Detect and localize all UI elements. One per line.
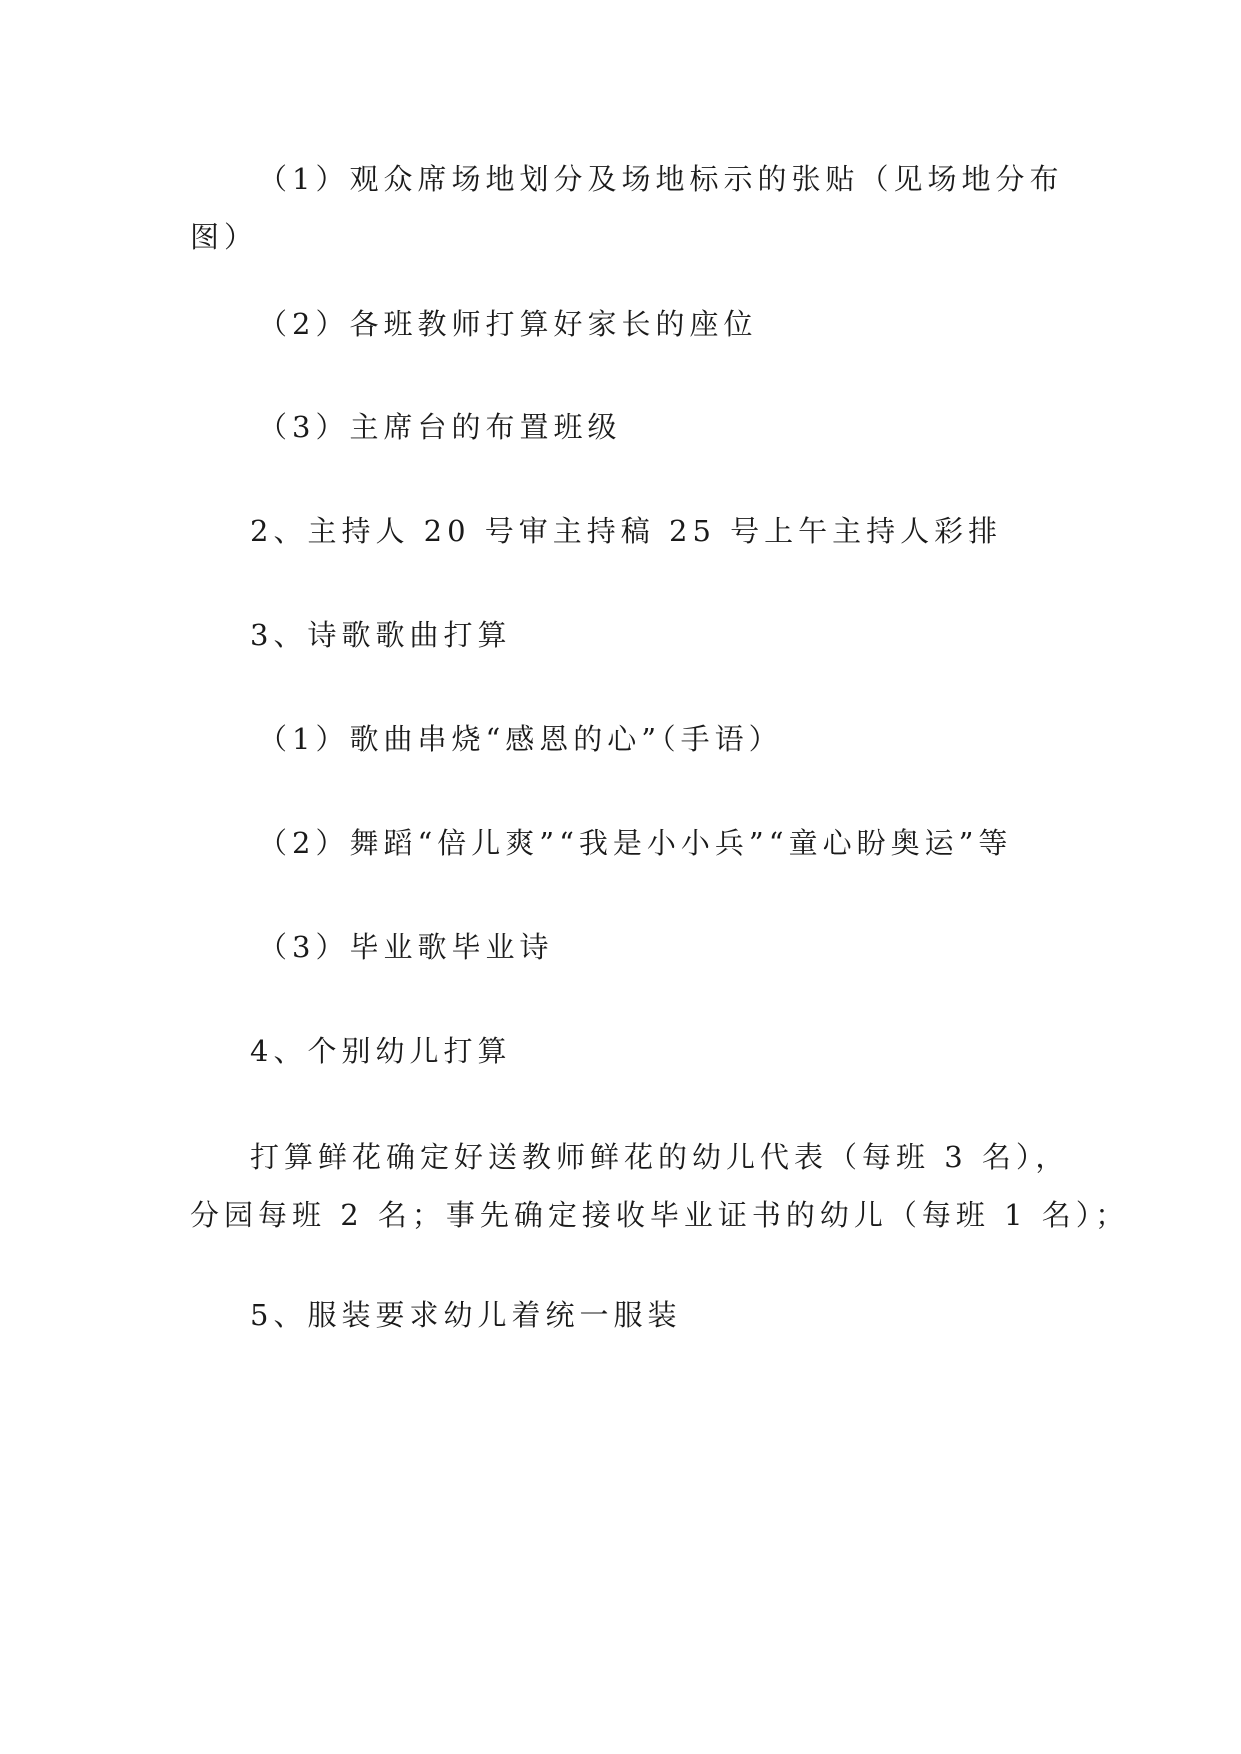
paragraph-line: （3）主席台的布置班级 <box>258 410 622 444</box>
paragraph-line: 打算鲜花确定好送教师鲜花的幼儿代表（每班 3 名）， <box>250 1140 1070 1174</box>
paragraph-parent-seats <box>190 295 1070 353</box>
paragraph-line: 5、服装要求幼儿着统一服装 <box>250 1298 682 1332</box>
paragraph-song-medley <box>190 710 1070 768</box>
paragraph-line: 图） <box>190 220 259 254</box>
paragraph-graduation-song <box>190 918 1070 976</box>
paragraph-line: （1）观众席场地划分及场地标示的张贴（见场地分布 <box>258 162 1064 196</box>
paragraph-costume <box>190 1286 1070 1344</box>
paragraph-host-rehearsal <box>190 502 1070 560</box>
paragraph-venue-layout <box>190 150 1070 266</box>
paragraph-line: 4、个别幼儿打算 <box>250 1034 512 1068</box>
paragraph-flowers-certificates <box>190 1128 1130 1244</box>
paragraph-line: （2）舞蹈“倍儿爽”“我是小小兵”“童心盼奥运”等 <box>258 826 1013 860</box>
paragraph-dances <box>190 814 1070 872</box>
paragraph-line: （1）歌曲串烧“感恩的心”（手语） <box>258 722 783 756</box>
paragraph-individual-children <box>190 1022 1070 1080</box>
paragraph-line: 3、诗歌歌曲打算 <box>250 618 512 652</box>
paragraph-line: （3）毕业歌毕业诗 <box>258 930 554 964</box>
paragraph-poems-songs <box>190 606 1070 664</box>
paragraph-line: （2）各班教师打算好家长的座位 <box>258 307 758 341</box>
paragraph-line: 分园每班 2 名；事先确定接收毕业证书的幼儿（每班 1 名）； <box>190 1198 1130 1232</box>
paragraph-rostrum <box>190 398 1070 456</box>
paragraph-line: 2、主持人 20 号审主持稿 25 号上午主持人彩排 <box>250 514 1003 548</box>
